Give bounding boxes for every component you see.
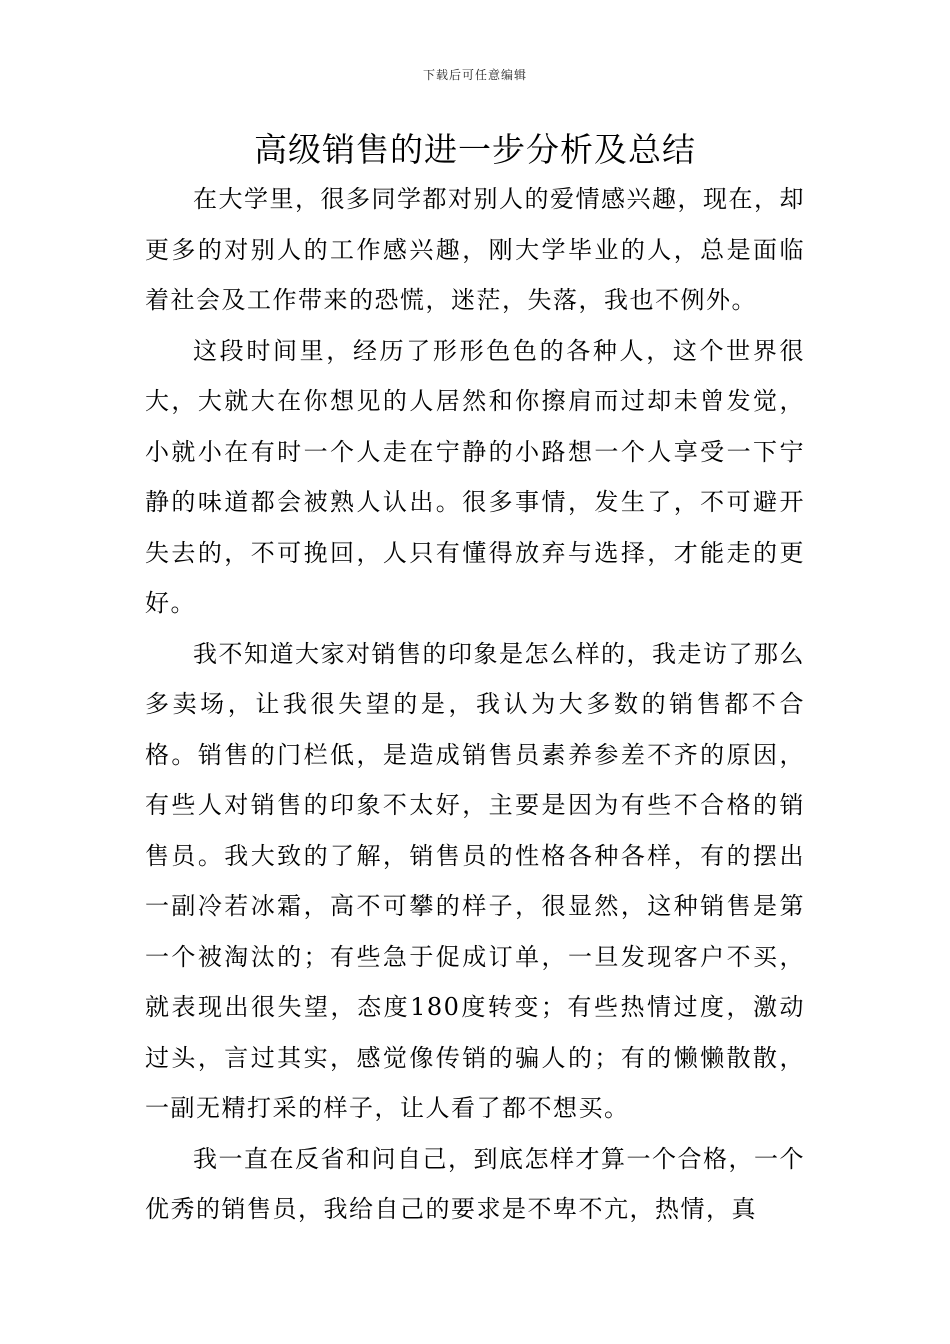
paragraph-1: 在大学里，很多同学都对别人的爱情感兴趣，现在，却更多的对别人的工作感兴趣，刚大学毕业的人，总是面临着社会及工作带来的恐慌，迷茫，失落，我也不例外。 bbox=[145, 185, 805, 314]
document-title: 高级销售的进一步分析及总结 bbox=[254, 130, 696, 169]
paragraph-3: 我不知道大家对销售的印象是怎么样的，我走访了那么多卖场，让我很失望的是，我认为大多数的销售都不合格。销售的门栏低，是造成销售员素养参差不齐的原因，有些人对销售的印象不太好，主要是因为有些不合格的销售员。我大致的了解，销售员的性格各种各样，有的摆出一副冷若冰霜，高不可攀的样子，很显然，这种销售是第一个被淘汰的；有些急于促成订单，一旦发现客户不买，就表现出很失望，态度180度转变；有些热情过度，激动过头，言过其实，感觉像传销的骗人的；有的懒懒散散，一副无精打采的样子，让人看了都不想买。 bbox=[145, 639, 805, 1122]
paragraph-2: 这段时间里，经历了形形色色的各种人，这个世界很大，大就大在你想见的人居然和你擦肩而过却未曾发觉，小就小在有时一个人走在宁静的小路想一个人享受一下宁静的味道都会被熟人认出。很多事情，发生了，不可避开失去的，不可挽回，人只有懂得放弃与选择，才能走的更好。 bbox=[145, 336, 805, 617]
header-note: 下载后可任意编辑 bbox=[422, 68, 527, 82]
paragraph-4: 我一直在反省和问自己，到底怎样才算一个合格，一个优秀的销售员，我给自己的要求是不卑不亢，热情，真 bbox=[145, 1144, 805, 1223]
document-body bbox=[145, 174, 805, 1235]
